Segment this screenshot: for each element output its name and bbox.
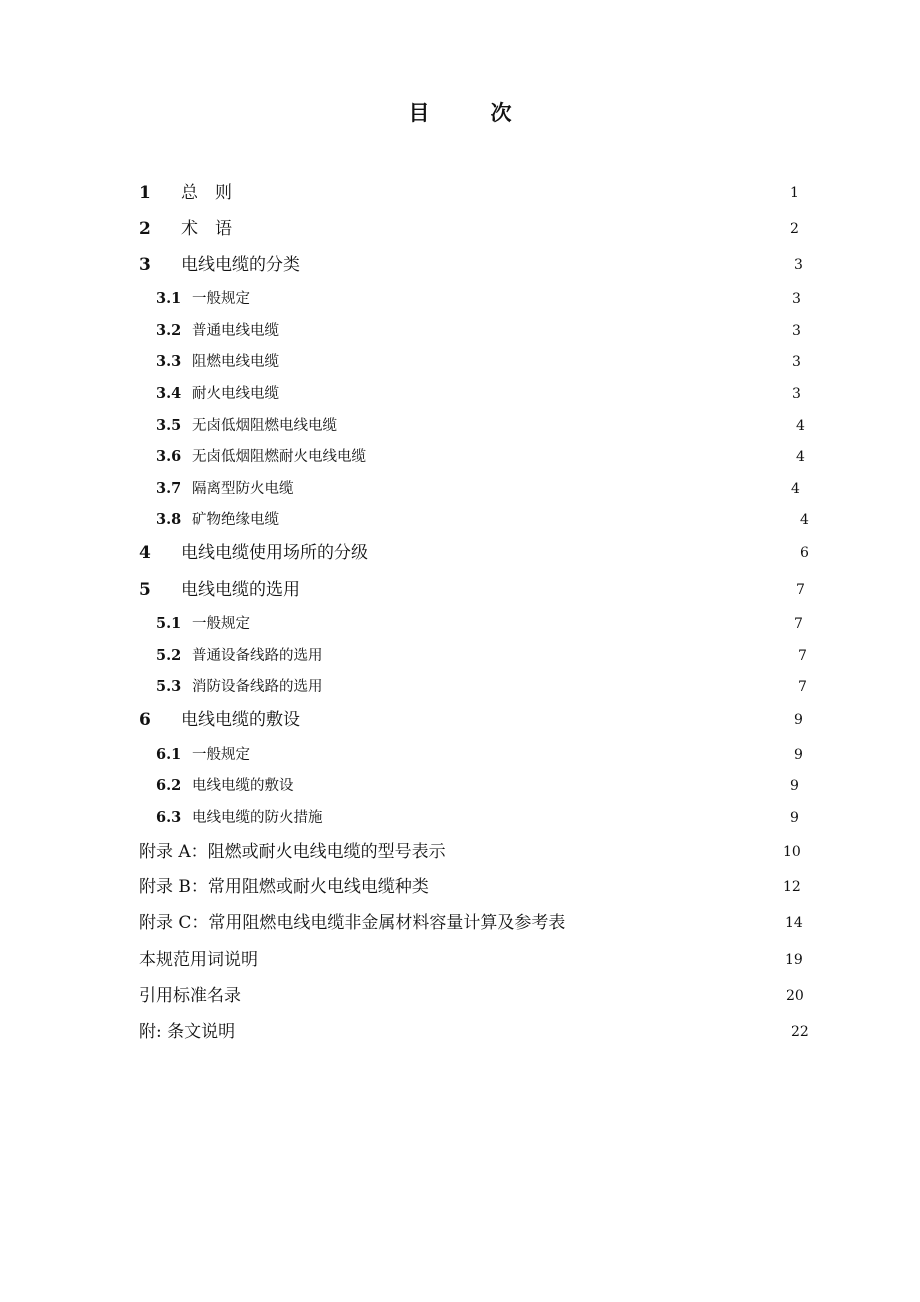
toc-section-number: 3.7: [156, 480, 182, 497]
toc-section-title: 本规范用词说明: [139, 950, 258, 970]
toc-section-title: 消防设备线路的选用: [192, 679, 323, 695]
toc-entry: [139, 412, 839, 440]
toc-section-title: 矿物绝缘电缆: [192, 512, 279, 528]
toc-page-number: 7: [798, 648, 807, 664]
toc-page-number: 3: [792, 354, 801, 370]
toc-section-title: 隔离型防火电缆: [192, 481, 294, 497]
toc-page-number: 19: [785, 952, 803, 968]
toc-section-title: 电线电缆的敷设: [181, 710, 300, 730]
toc-page-number: 12: [783, 879, 801, 895]
toc-page-number: 1: [790, 185, 799, 201]
toc-section-number: 2: [139, 219, 151, 239]
toc-section-number: 6.2: [156, 777, 182, 794]
toc-entry: [139, 838, 839, 866]
toc-entry: [139, 946, 839, 974]
toc-section-number: 3.6: [156, 448, 182, 465]
toc-entry: [139, 706, 839, 734]
toc-section-title: 术 语: [181, 219, 232, 239]
toc-entry: [139, 673, 839, 701]
toc-entry: [139, 317, 839, 345]
toc-section-number: 6.1: [156, 746, 182, 763]
toc-page-number: 3: [792, 323, 801, 339]
toc-entry: [139, 576, 839, 604]
toc-page-number: 3: [792, 291, 801, 307]
toc-section-number: 3.1: [156, 290, 182, 307]
toc-section-number: 3.4: [156, 385, 182, 402]
toc-page-number: 2: [790, 221, 799, 237]
toc-page-number: 4: [796, 418, 805, 434]
toc-section-number: 3.2: [156, 322, 182, 339]
toc-page-number: 14: [785, 915, 803, 931]
toc-entry: [139, 982, 839, 1010]
toc-page-number: 20: [786, 988, 804, 1004]
toc-section-number: 3.3: [156, 353, 182, 370]
toc-entry: [139, 215, 839, 243]
toc-page-number: 4: [796, 449, 805, 465]
toc-section-title: 电线电缆的敷设: [192, 778, 294, 794]
toc-section-number: 5.2: [156, 647, 182, 664]
toc-page-number: 9: [794, 747, 803, 763]
toc-page-number: 4: [800, 512, 809, 528]
page-title: 目 次: [408, 100, 532, 125]
toc-entry: [139, 285, 839, 313]
toc-section-number: 6: [139, 710, 151, 730]
toc-section-title: 附: 条文说明: [139, 1022, 236, 1042]
toc-section-title: 总 则: [181, 183, 232, 203]
toc-entry: [139, 443, 839, 471]
toc-page-number: 9: [790, 810, 799, 826]
toc-section-number: 3: [139, 255, 151, 275]
toc-section-title: 电线电缆的分类: [181, 255, 300, 275]
toc-section-title: 电线电缆的防火措施: [192, 810, 323, 826]
toc-section-number: 4: [139, 543, 151, 563]
toc-section-title: 一般规定: [192, 291, 250, 307]
toc-page-number: 7: [796, 582, 805, 598]
toc-section-title: 普通电线电缆: [192, 323, 279, 339]
toc-section-title: 无卤低烟阻燃电线电缆: [192, 418, 337, 434]
toc-section-title: 阻燃电线电缆: [192, 354, 279, 370]
toc-section-title: 附录 A：阻燃或耐火电线电缆的型号表示: [139, 842, 446, 862]
toc-section-number: 5.3: [156, 678, 182, 695]
toc-section-number: 5: [139, 580, 151, 600]
toc-page-number: 9: [794, 712, 803, 728]
toc-entry: [139, 251, 839, 279]
toc-section-number: 5.1: [156, 615, 182, 632]
toc-section-title: 耐火电线电缆: [192, 386, 279, 402]
toc-section-title: 电线电缆的选用: [181, 580, 300, 600]
toc-entry: [139, 380, 839, 408]
toc-entry: [139, 348, 839, 376]
toc-section-title: 附录 B：常用阻燃或耐火电线电缆种类: [139, 877, 429, 897]
toc-section-number: 1: [139, 183, 151, 203]
toc-section-title: 引用标准名录: [139, 986, 241, 1006]
toc-section-title: 附录 C：常用阻燃电线电缆非金属材料容量计算及参考表: [139, 913, 566, 933]
toc-section-number: 6.3: [156, 809, 182, 826]
toc-section-number: 3.5: [156, 417, 182, 434]
toc-page-number: 3: [792, 386, 801, 402]
toc-section-title: 电线电缆使用场所的分级: [181, 543, 368, 563]
toc-entry: [139, 506, 839, 534]
toc-page-number: 9: [790, 778, 799, 794]
toc-section-title: 普通设备线路的选用: [192, 648, 323, 664]
toc-page-number: 22: [791, 1024, 809, 1040]
toc-section-title: 无卤低烟阻燃耐火电线电缆: [192, 449, 366, 465]
toc-section-title: 一般规定: [192, 616, 250, 632]
toc-entry: [139, 610, 839, 638]
toc-page-number: 7: [794, 616, 803, 632]
toc-entry: [139, 741, 839, 769]
toc-page-number: 3: [794, 257, 803, 273]
toc-entry: [139, 179, 839, 207]
toc-entry: [139, 539, 839, 567]
toc-entry: [139, 1018, 839, 1046]
toc-entry: [139, 873, 839, 901]
toc-entry: [139, 909, 839, 937]
toc-section-title: 一般规定: [192, 747, 250, 763]
toc-page-number: 7: [798, 679, 807, 695]
toc-page-number: 6: [800, 545, 809, 561]
toc-entry: [139, 475, 839, 503]
toc-section-number: 3.8: [156, 511, 182, 528]
toc-page-number: 4: [791, 481, 800, 497]
toc-page-number: 10: [783, 844, 801, 860]
toc-entry: [139, 772, 839, 800]
toc-entry: [139, 642, 839, 670]
toc-entry: [139, 804, 839, 832]
